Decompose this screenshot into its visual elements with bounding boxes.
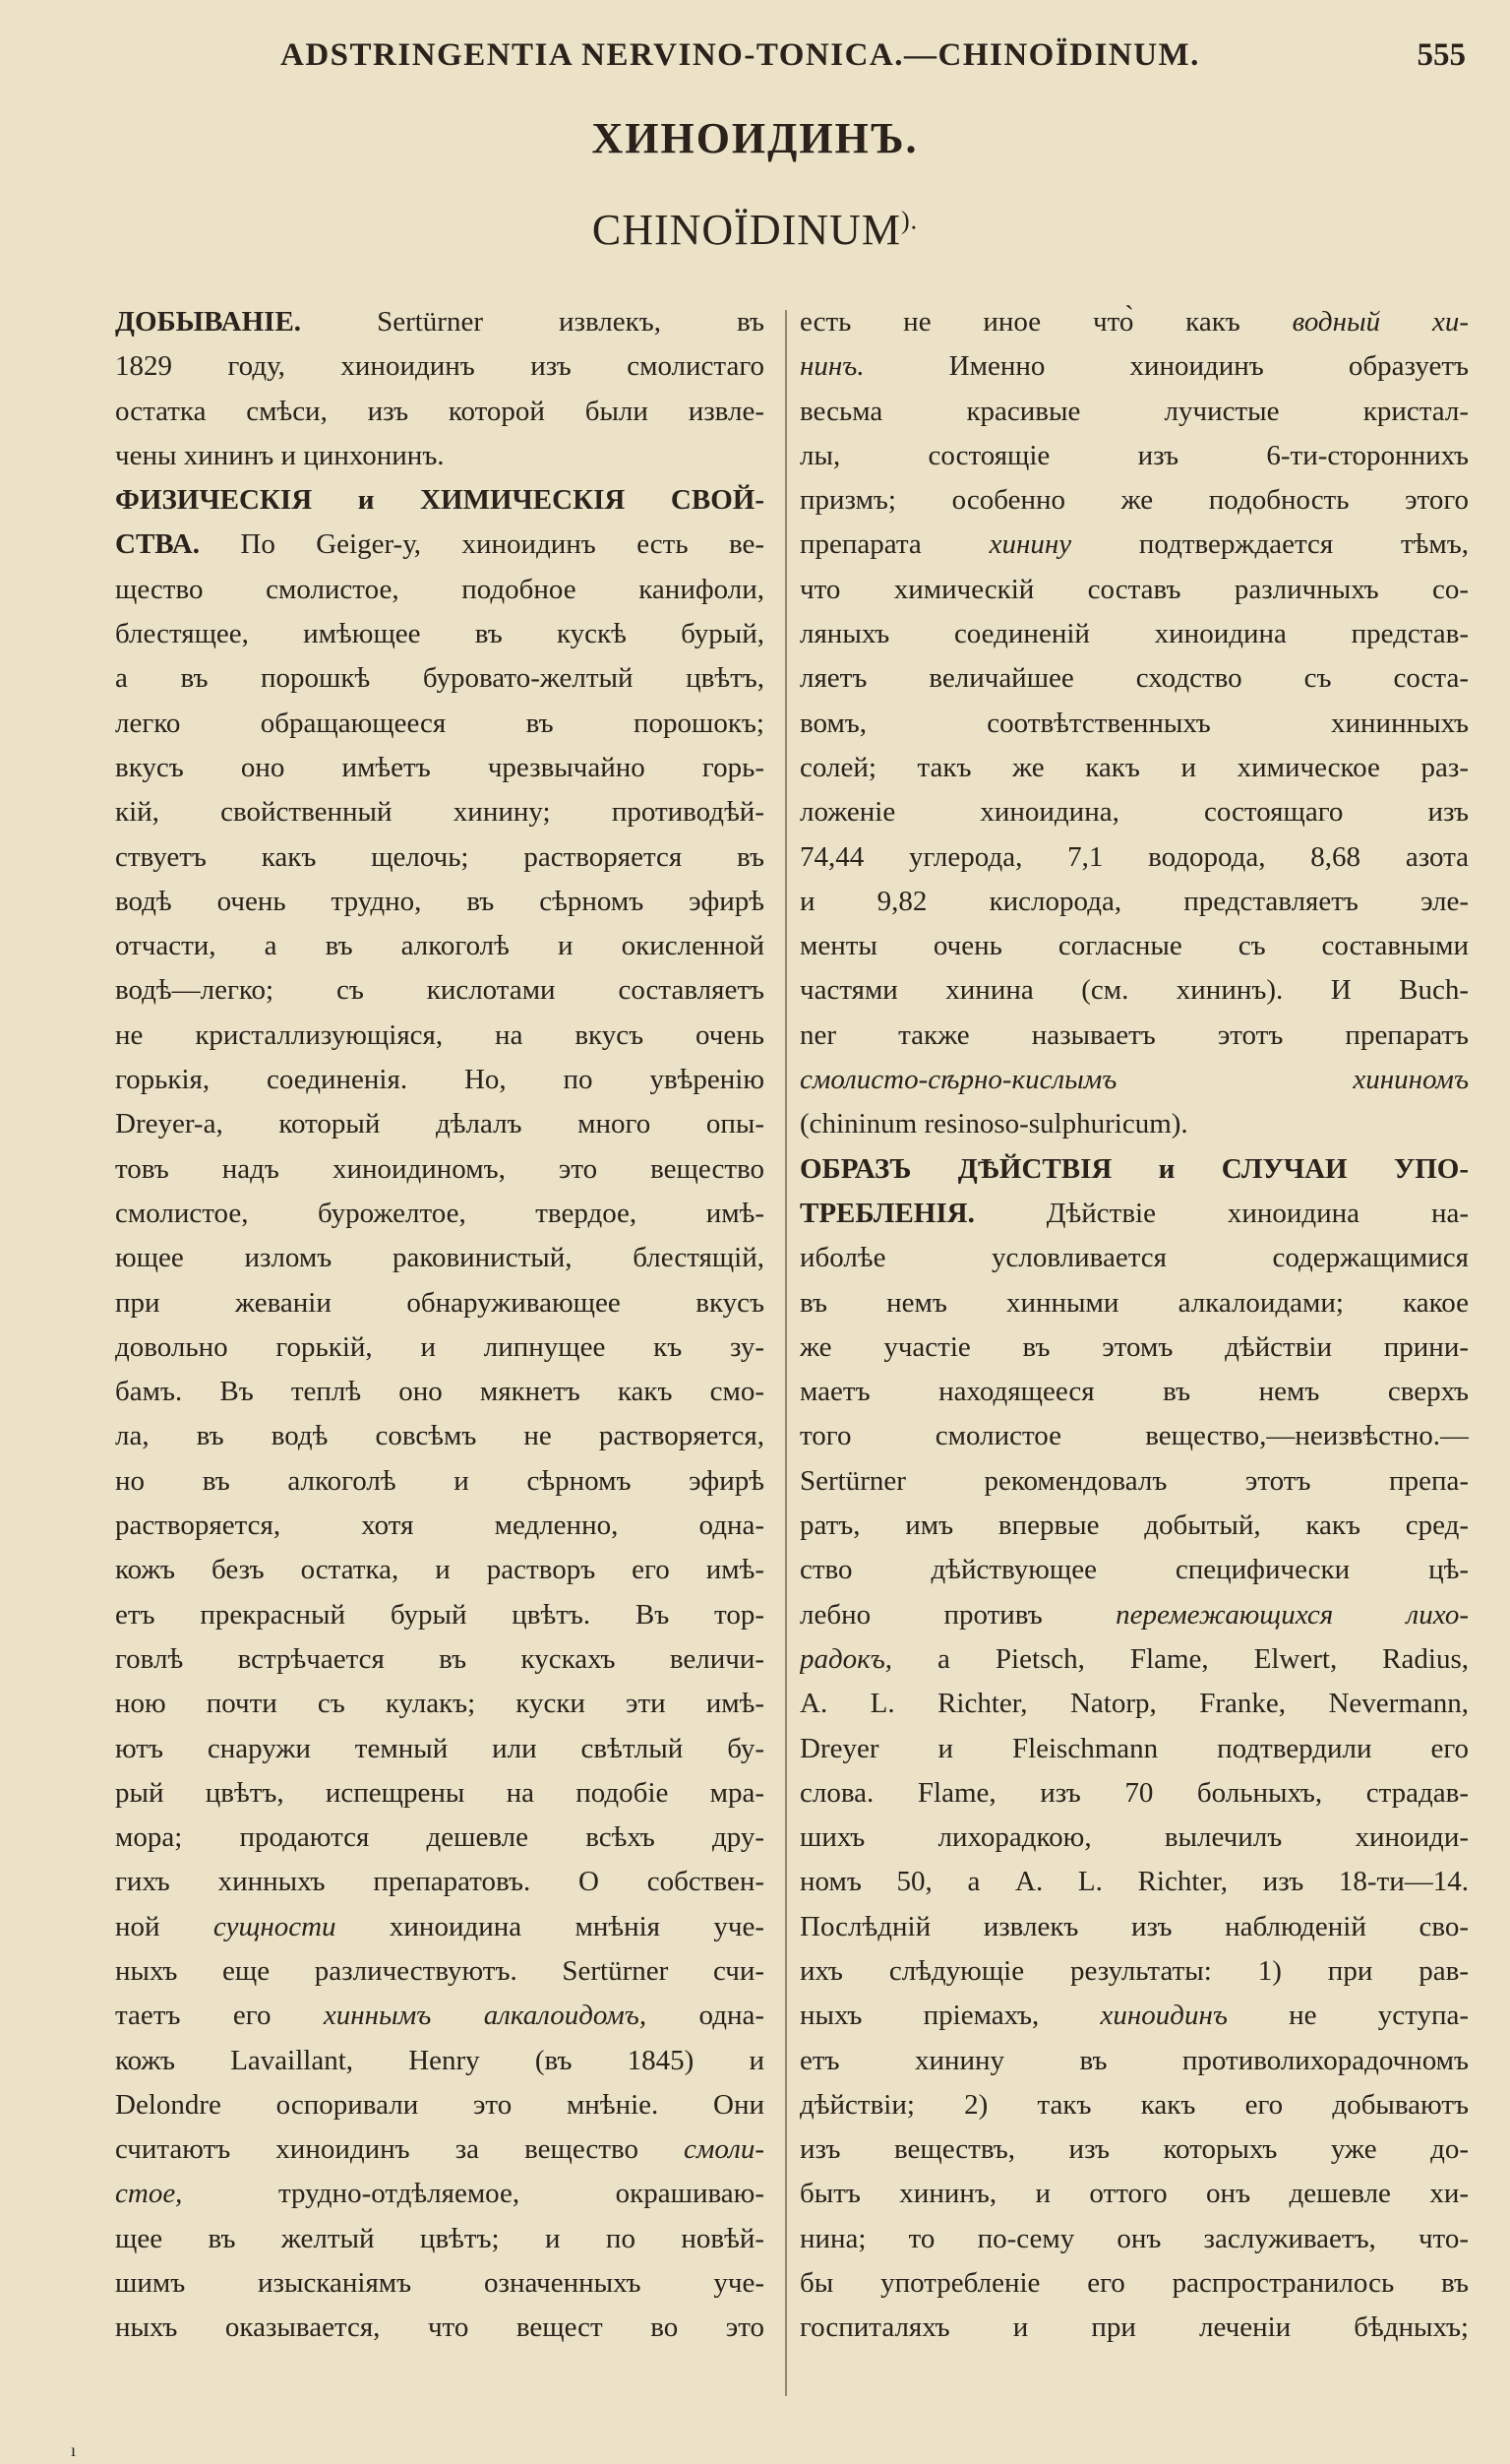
text-line — [115, 2083, 764, 2127]
text-line — [800, 1682, 1469, 1726]
text-line — [800, 2217, 1469, 2261]
text-run: Послѣдній извлекъ изъ наблюденій сво- — [800, 1910, 1469, 1942]
text-line — [800, 1504, 1469, 1548]
text-line — [115, 390, 764, 434]
text-line — [800, 568, 1469, 612]
text-line — [800, 612, 1469, 656]
text-run: Дѣйствіе хиноидина на- — [974, 1197, 1469, 1229]
section-heading: ТРЕБЛЕНІЯ. — [800, 1197, 975, 1229]
text-line — [115, 790, 764, 834]
right-column — [800, 300, 1469, 2351]
text-line — [115, 1727, 764, 1771]
text-run: ратъ, имъ впервые добытый, какъ сред- — [800, 1509, 1469, 1542]
text-run: гихъ хинныхъ препаратовъ. О собствен- — [115, 1866, 764, 1898]
text-run: въ немъ хинными алкалоидами; какое — [800, 1286, 1469, 1319]
text-run: бы употребленіе его распространилось въ — [800, 2267, 1469, 2300]
text-run: ложеніе хиноидина, состоящаго изъ — [800, 796, 1469, 829]
text-run: дѣйствіи; 2) такъ какъ его добываютъ — [800, 2088, 1469, 2121]
text-run: шимъ изысканіямъ означенныхъ уче- — [115, 2267, 764, 2300]
text-line — [800, 702, 1469, 746]
text-line — [800, 1236, 1469, 1280]
text-run: лебно противъ — [800, 1598, 1117, 1631]
text-run: 74,44 углерода, 7,1 водорода, 8,68 азота — [800, 840, 1469, 873]
text-line — [800, 1058, 1469, 1102]
text-line — [115, 1058, 764, 1102]
text-line — [115, 1370, 764, 1414]
text-line — [800, 1548, 1469, 1592]
text-run: трудно-отдѣляемое, окрашиваю- — [182, 2178, 764, 2210]
text-line — [800, 1727, 1469, 1771]
text-line — [115, 523, 764, 567]
text-line — [800, 1147, 1469, 1192]
text-line — [800, 880, 1469, 924]
text-line — [115, 1816, 764, 1860]
text-line — [800, 1949, 1469, 1994]
text-line — [115, 434, 764, 478]
text-line — [115, 656, 764, 701]
text-line — [115, 1593, 764, 1637]
text-run: кожъ Lavaillant, Henry (въ 1845) и — [115, 2044, 764, 2076]
text-run: нинъ. — [800, 350, 865, 383]
text-run: 1829 году, хиноидинъ изъ смолистаго — [115, 350, 764, 383]
text-line — [800, 1637, 1469, 1682]
text-run: остатка смѣси, изъ которой были извле- — [115, 395, 764, 427]
text-line — [800, 1281, 1469, 1325]
text-line — [115, 1014, 764, 1058]
text-line — [800, 434, 1469, 478]
text-run: частями хинина (см. хининъ). И Buch- — [800, 974, 1469, 1007]
text-run: есть не иное что̀ какъ — [800, 306, 1293, 338]
text-run: смоли- — [684, 2133, 764, 2166]
text-run: одна- — [646, 2000, 764, 2032]
text-run: довольно горькій, и липнущее къ зу- — [115, 1330, 764, 1363]
text-line — [115, 1459, 764, 1504]
text-run: ner также называетъ этотъ препаратъ — [800, 1018, 1469, 1051]
text-line — [800, 478, 1469, 523]
text-run: изъ веществъ, изъ которыхъ уже до- — [800, 2133, 1469, 2166]
text-run: менты очень согласные съ составными — [800, 930, 1469, 962]
text-run: легко обращающееся въ порошокъ; — [115, 707, 764, 739]
text-run: Именно хиноидинъ образуетъ — [864, 350, 1469, 383]
text-run: ныхъ оказывается, что вещест во это — [115, 2311, 764, 2344]
text-run: щество смолистое, подобное канифоли, — [115, 573, 764, 605]
text-run: что химическій составъ различныхъ со- — [800, 573, 1469, 605]
text-run: госпиталяхъ и при леченіи бѣдныхъ; — [800, 2311, 1469, 2344]
text-line — [115, 1637, 764, 1682]
text-run: ляныхъ соединеній хиноидина представ- — [800, 618, 1469, 650]
text-line — [800, 1325, 1469, 1370]
text-line — [800, 1593, 1469, 1637]
text-line — [115, 2127, 764, 2172]
text-run: щее въ желтый цвѣтъ; и по новѣй- — [115, 2222, 764, 2254]
text-line — [800, 1459, 1469, 1504]
left-column — [115, 300, 764, 2351]
text-run: водѣ—легко; съ кислотами составляетъ — [115, 974, 764, 1007]
text-line — [115, 1102, 764, 1146]
text-line — [115, 612, 764, 656]
text-run: ной — [115, 1910, 213, 1942]
text-line — [800, 835, 1469, 880]
text-run: сущности — [212, 1910, 336, 1942]
text-line — [800, 1860, 1469, 1904]
section-heading: ДОБЫВАНІЕ. — [115, 306, 302, 338]
text-line — [115, 1325, 764, 1370]
text-run: а въ порошкѣ буровато-желтый цвѣтъ, — [115, 662, 764, 695]
text-line — [115, 924, 764, 968]
text-line — [800, 344, 1469, 389]
text-run: смолистое, бурожелтое, твердое, имѣ- — [115, 1197, 764, 1229]
text-line — [115, 1682, 764, 1726]
text-run: но въ алкоголѣ и сѣрномъ эфирѣ — [115, 1464, 764, 1497]
text-run: Delondre оспоривали это мнѣніе. Они — [115, 2088, 764, 2121]
text-line — [115, 835, 764, 880]
text-run: A. L. Richter, Natorp, Franke, Nevermann, — [800, 1688, 1469, 1720]
text-line — [800, 1414, 1469, 1458]
text-run: водѣ очень трудно, въ сѣрномъ эфирѣ — [115, 885, 764, 917]
text-run: иболѣе условливается содержащимися — [800, 1242, 1469, 1274]
text-run: ныхъ еще различествуютъ. Sertürner счи- — [115, 1954, 764, 1987]
text-run: мора; продаются дешевле всѣхъ дру- — [115, 1821, 764, 1854]
text-line — [115, 2039, 764, 2083]
text-line — [115, 1504, 764, 1548]
text-run: ныхъ пріемахъ, — [800, 2000, 1101, 2032]
article-title-latin — [0, 205, 1510, 255]
text-line — [115, 2217, 764, 2261]
text-run: а Pietsch, Flame, Elwert, Radius, — [892, 1642, 1469, 1675]
text-line — [800, 2261, 1469, 2306]
text-run: етъ прекрасный бурый цвѣтъ. Въ тор- — [115, 1598, 764, 1631]
text-line — [800, 1102, 1469, 1146]
text-run: солей; такъ же какъ и химическое раз- — [800, 751, 1469, 783]
text-line — [115, 1236, 764, 1280]
text-run: ющее изломъ раковинистый, блестящій, — [115, 1242, 764, 1274]
page-number: 555 — [1417, 37, 1466, 73]
latin-title-text: CHINOÏDINUM — [591, 206, 901, 254]
text-line — [115, 1994, 764, 2038]
text-line — [800, 1816, 1469, 1860]
text-run: и 9,82 кислорода, представляетъ эле- — [800, 885, 1469, 917]
text-run: того смолистое вещество,—неизвѣстно.— — [800, 1420, 1469, 1452]
text-run: считаютъ хиноидинъ за вещество — [115, 2133, 685, 2166]
text-line — [800, 656, 1469, 701]
text-line — [800, 924, 1469, 968]
text-run: хиннымъ алкалоидомъ, — [323, 2000, 647, 2032]
text-run: отчасти, а въ алкоголѣ и окисленной — [115, 930, 764, 962]
text-run: товъ надъ хиноидиномъ, это вещество — [115, 1152, 764, 1185]
text-line — [800, 1994, 1469, 2038]
text-line — [115, 1414, 764, 1458]
text-run: бамъ. Въ теплѣ оно мякнетъ какъ смо- — [115, 1376, 764, 1408]
text-run: ство дѣйствующее специфически цѣ- — [800, 1554, 1469, 1586]
text-run: рый цвѣтъ, испещрены на подобіе мра- — [115, 1776, 764, 1809]
text-line — [115, 1281, 764, 1325]
text-run: (chininum resinoso-sulphuricum). — [800, 1108, 1188, 1140]
text-run: лы, состоящіе изъ 6-ти-стороннихъ — [800, 439, 1469, 471]
section-heading: СТВА. — [115, 528, 200, 561]
text-line — [115, 300, 764, 344]
text-line — [115, 2306, 764, 2350]
text-run: перемежающихся лихо- — [1116, 1598, 1469, 1631]
text-run: ною почти съ кулакъ; куски эти имѣ- — [115, 1688, 764, 1720]
text-line — [115, 1905, 764, 1949]
text-run: ла, въ водѣ совсѣмъ не растворяется, — [115, 1420, 764, 1452]
text-line — [800, 2083, 1469, 2127]
text-run: хинину — [989, 528, 1072, 561]
text-run: водный хи- — [1292, 306, 1469, 338]
text-line — [800, 2306, 1469, 2350]
text-run: не уступа- — [1227, 2000, 1469, 2032]
text-run: вкусъ оно имѣетъ чрезвычайно горь- — [115, 751, 764, 783]
text-run: слова. Flame, изъ 70 больныхъ, страдав- — [800, 1776, 1469, 1809]
bottom-mark: ı — [71, 2440, 77, 2460]
text-line — [800, 1014, 1469, 1058]
column-divider — [785, 310, 787, 2396]
text-run: Dreyer и Fleischmann подтвердили его — [800, 1732, 1469, 1764]
text-line — [115, 344, 764, 389]
text-line — [800, 390, 1469, 434]
text-run: кожъ безъ остатка, и растворъ его имѣ- — [115, 1554, 764, 1586]
text-run: бытъ хининъ, и оттого онъ дешевле хи- — [800, 2178, 1469, 2210]
text-run: номъ 50, а A. L. Richter, изъ 18-ти—14. — [800, 1866, 1469, 1898]
text-line — [800, 2039, 1469, 2083]
text-line — [800, 300, 1469, 344]
text-run: ствуетъ какъ щелочь; растворяется въ — [115, 840, 764, 873]
text-run: горькія, соединенія. Но, по увѣренію — [115, 1064, 764, 1096]
text-run: кій, свойственный хинину; противодѣй- — [115, 796, 764, 829]
text-line — [115, 1548, 764, 1592]
text-run: подтверждается тѣмъ, — [1071, 528, 1469, 561]
text-run: нина; то по-сему онъ заслуживаетъ, что- — [800, 2222, 1469, 2254]
text-run: чены хининъ и цинхонинъ. — [115, 439, 445, 471]
text-run: маетъ находящееся въ немъ сверхъ — [800, 1376, 1469, 1408]
text-run: говлѣ встрѣчается въ кускахъ величи- — [115, 1642, 764, 1675]
running-head: ADSTRINGENTIA NERVINO-TONICA.—CHINOÏDINUM. — [280, 37, 1200, 73]
text-line — [115, 968, 764, 1013]
text-run: таетъ его — [115, 2000, 324, 2032]
text-line — [115, 702, 764, 746]
text-line — [800, 523, 1469, 567]
section-heading: ОБРАЗЪ ДѢЙСТВІЯ и СЛУЧАИ УПО- — [800, 1152, 1469, 1185]
text-line — [800, 1192, 1469, 1236]
section-heading: ФИЗИЧЕСКІЯ и ХИМИЧЕСКІЯ СВОЙ- — [115, 484, 764, 517]
text-run: етъ хинину въ противолихорадочномъ — [800, 2044, 1469, 2076]
footnote-mark: ). — [900, 206, 919, 235]
text-line — [800, 968, 1469, 1013]
text-run: призмъ; особенно же подобность этого — [800, 484, 1469, 517]
text-run: вомъ, соотвѣтственныхъ хининныхъ — [800, 707, 1469, 739]
text-run: при жеваніи обнаруживающее вкусъ — [115, 1286, 764, 1319]
text-run: хиноидина мнѣнія уче- — [335, 1910, 764, 1942]
text-line — [115, 478, 764, 523]
text-line — [115, 568, 764, 612]
text-run: ютъ снаружи темный или свѣтлый бу- — [115, 1732, 764, 1764]
text-line — [115, 746, 764, 790]
article-title-russian: ХИНОИДИНЪ. — [591, 114, 919, 162]
text-line — [800, 1771, 1469, 1816]
text-run: хиноидинъ — [1100, 2000, 1228, 2032]
text-line — [800, 1370, 1469, 1414]
text-run: препарата — [800, 528, 990, 561]
text-run: блестящее, имѣющее въ кускѣ бурый, — [115, 618, 764, 650]
text-line — [115, 2172, 764, 2216]
text-run: растворяется, хотя медленно, одна- — [115, 1509, 764, 1542]
text-line — [115, 880, 764, 924]
text-line — [115, 1147, 764, 1192]
text-run: стое, — [115, 2178, 183, 2210]
text-run: смолисто-сѣрно-кислымъ хининомъ — [800, 1064, 1469, 1096]
text-line — [115, 1949, 764, 1994]
text-run: Sertürner рекомендовалъ этотъ препа- — [800, 1464, 1469, 1497]
text-run: Dreyer-а, который дѣлалъ много опы- — [115, 1108, 764, 1140]
text-run: ихъ слѣдующіе результаты: 1) при рав- — [800, 1954, 1469, 1987]
text-run: Sertürner извлекъ, въ — [301, 306, 764, 338]
text-run: не кристаллизующіяся, на вкусъ очень — [115, 1018, 764, 1051]
text-line — [115, 1771, 764, 1816]
text-line — [800, 746, 1469, 790]
text-line — [800, 2172, 1469, 2216]
text-run: По Geiger-у, хиноидинъ есть ве- — [200, 528, 764, 561]
text-line — [115, 1192, 764, 1236]
text-run: радокъ, — [800, 1642, 893, 1675]
text-line — [115, 2261, 764, 2306]
text-run: шихъ лихорадкою, вылечилъ хиноиди- — [800, 1821, 1469, 1854]
text-line — [115, 1860, 764, 1904]
text-line — [800, 2127, 1469, 2172]
text-run: ляетъ величайшее сходство съ соста- — [800, 662, 1469, 695]
text-run: весьма красивые лучистые кристал- — [800, 395, 1469, 427]
text-run: же участіе въ этомъ дѣйствіи прини- — [800, 1330, 1469, 1363]
text-line — [800, 1905, 1469, 1949]
text-line — [800, 790, 1469, 834]
